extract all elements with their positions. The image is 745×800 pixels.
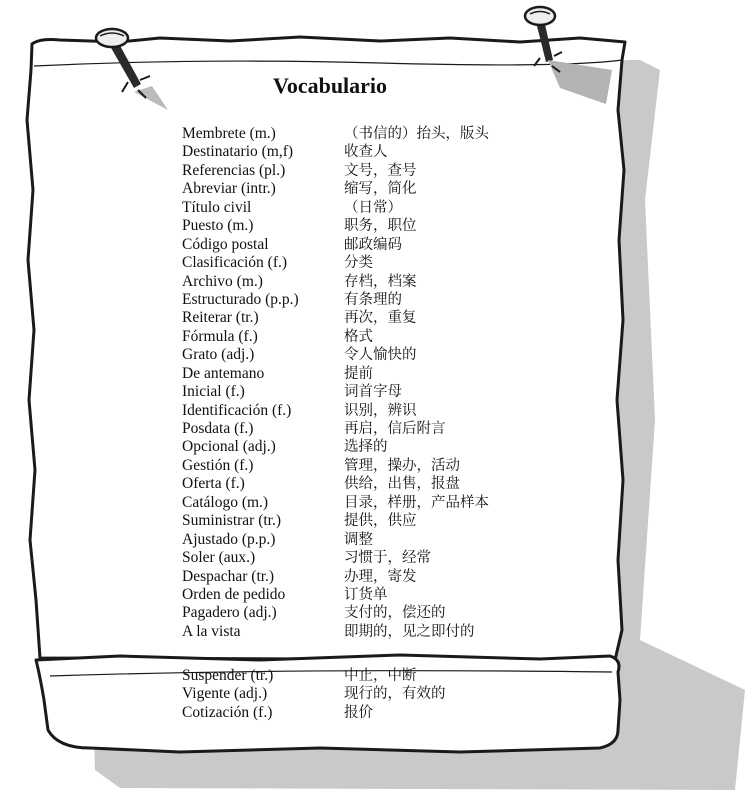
vocab-meaning: 收查人 <box>344 144 388 161</box>
vocab-term: Estructurado (p.p.) <box>182 290 299 308</box>
vocab-term: Oferta (f.) <box>182 475 245 493</box>
vocab-term: Vigente (adj.) <box>182 685 268 703</box>
vocab-meaning: 缩写，简化 <box>344 181 417 198</box>
vocab-meaning: 词首字母 <box>344 384 402 401</box>
vocab-meaning: 目录，样册，产品样本 <box>344 494 489 511</box>
vocab-term: Código postal <box>182 235 269 253</box>
vocab-term: Puesto (m.) <box>182 217 254 235</box>
vocab-meaning: 职务，职位 <box>344 218 417 235</box>
vocab-meaning: 管理，操办，活动 <box>344 457 460 474</box>
vocab-meaning: 支付的，偿还的 <box>344 605 446 622</box>
vocab-term: Referencias (pl.) <box>182 161 286 179</box>
vocab-meaning: 再启，信后附言 <box>344 421 446 437</box>
vocab-term: Membrete (m.) <box>182 125 276 142</box>
vocab-term: Archivo (m.) <box>182 272 263 290</box>
vocab-meaning: 习惯于，经常 <box>344 550 431 567</box>
vocab-meaning: 中止，中断 <box>344 668 417 684</box>
vocab-term: De antemano <box>182 364 265 382</box>
vocab-term: Opcional (adj.) <box>182 438 276 456</box>
page-title: Vocabulario <box>272 73 388 98</box>
vocab-term: Fórmula (f.) <box>182 327 258 345</box>
vocab-meaning: 现行的，有效的 <box>344 686 446 703</box>
vocab-term: Suspender (tr.) <box>182 667 274 684</box>
vocab-meaning: 文号，查号 <box>344 162 417 179</box>
vocab-term: Soler (aux.) <box>182 549 256 567</box>
vocab-meaning: 供给，出售，报盘 <box>344 476 460 493</box>
vocab-meaning: 识别，辨识 <box>344 402 417 419</box>
vocab-meaning: 选择的 <box>344 439 388 456</box>
vocab-meaning: 再次，重复 <box>344 310 417 327</box>
vocab-meaning: 存档，档案 <box>344 273 417 290</box>
parchment-sheet <box>27 37 625 660</box>
vocab-term: Grato (adj.) <box>182 346 255 364</box>
vocab-term: Pagadero (adj.) <box>182 604 277 622</box>
vocab-meaning: 提前 <box>344 365 373 382</box>
vocab-meaning: （书信的）抬头，版头 <box>344 126 489 142</box>
vocab-term: Identificación (f.) <box>182 401 292 419</box>
vocab-term: Ajustado (p.p.) <box>182 530 276 548</box>
vocab-term: A la vista <box>182 622 241 640</box>
vocab-term: Abreviar (intr.) <box>182 180 276 198</box>
vocab-term: Destinatario (m,f) <box>182 143 294 161</box>
bottom-roll <box>36 655 620 752</box>
vocab-meaning: 即期的，见之即付的 <box>344 623 475 640</box>
vocab-term: Inicial (f.) <box>182 383 245 401</box>
vocab-term: Despachar (tr.) <box>182 567 275 585</box>
vocab-meaning: 令人愉快的 <box>344 347 417 364</box>
vocab-meaning: 分类 <box>344 255 373 272</box>
vocab-term: Reiterar (tr.) <box>182 309 259 327</box>
vocab-meaning: 调整 <box>344 531 373 548</box>
vocab-term: Suministrar (tr.) <box>182 512 282 530</box>
vocab-meaning: 报价 <box>344 704 373 721</box>
vocab-meaning: 格式 <box>344 328 373 345</box>
vocab-term: Catálogo (m.) <box>182 493 269 511</box>
vocab-term: Orden de pedido <box>182 585 286 603</box>
vocab-term: Posdata (f.) <box>182 420 254 437</box>
vocab-meaning: 办理，寄发 <box>344 568 417 585</box>
vocab-meaning: （日常） <box>344 199 402 216</box>
vocab-meaning: 有条理的 <box>344 291 402 308</box>
vocab-meaning: 提供，供应 <box>344 513 417 530</box>
vocab-term: Gestión (f.) <box>182 456 254 474</box>
vocab-meaning: 邮政编码 <box>344 236 402 253</box>
vocab-meaning: 订货单 <box>344 586 388 603</box>
vocab-term: Título civil <box>182 198 252 216</box>
vocab-term: Clasificación (f.) <box>182 254 288 272</box>
vocab-term: Cotización (f.) <box>182 703 273 721</box>
